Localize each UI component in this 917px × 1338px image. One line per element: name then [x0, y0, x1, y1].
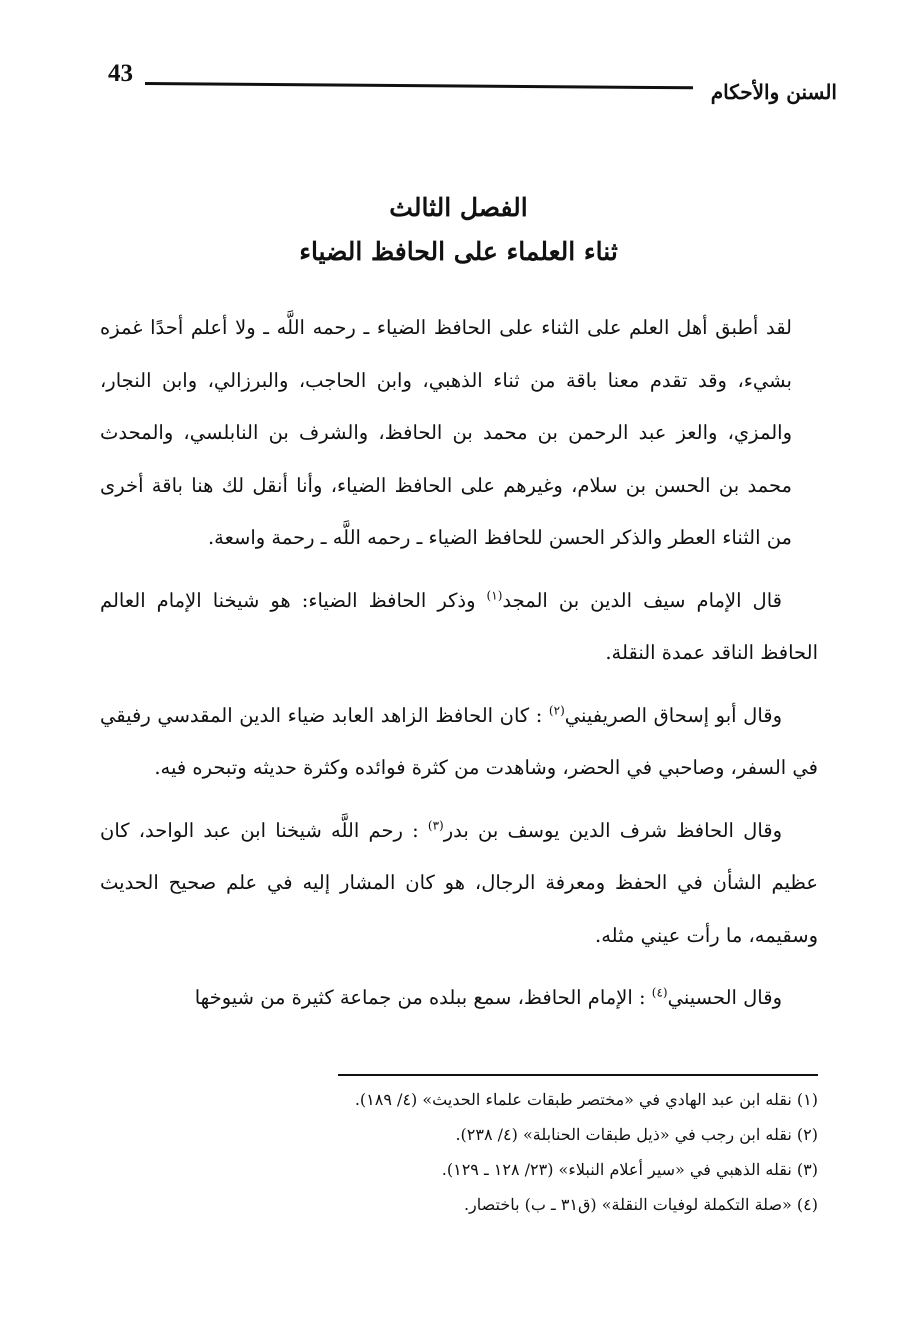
paragraph [100, 302, 818, 565]
footnote-reference: (١) [486, 588, 503, 602]
chapter-title: ثناء العلماء على الحافظ الضياء [299, 237, 618, 266]
paragraph-text: وقال الحسيني [667, 986, 782, 1009]
chapter-label: الفصل الثالث [389, 193, 528, 222]
paragraph-text: : رحم اللَّه شيخنا ابن عبد الواحد، كان عظيم الشأن في الحفظ ومعرفة الرجال، هو كان المشار إليه في علم صحيح الحديث وسقيمه، ما رأت عيني مثله. [100, 818, 818, 947]
footnote-reference: (٤) [651, 985, 668, 1000]
paragraph [100, 805, 818, 963]
paragraph-text: وذكر الحافظ الضياء: هو شيخنا الإمام العالم الحافظ الناقد عمدة النقلة. [100, 588, 818, 664]
paragraph-text: لقد أطبق أهل العلم على الثناء على الحافظ الضياء ـ رحمه اللَّه ـ ولا أعلم أحدًا غمزه بشيء، وقد تقدم معنا باقة من ثناء الذهبي، وابن الحاجب، والبرزالي، وابن النجار، والمزي، والعز عبد الرحمن بن محمد بن الحافظ، والشرف بن النابلسي، والمحدث محمد بن الحسن بن سلام، وغيرهم على الحافظ الضياء، وأنا أنقل لك هنا باقة أخرى من الثناء العطر والذكر الحسن للحافظ الضياء ـ رحمه اللَّه ـ رحمة واسعة. [100, 316, 792, 549]
body-text [100, 302, 818, 1035]
paragraph [100, 575, 818, 680]
footnotes [200, 1082, 818, 1222]
footnote: (٤) «صلة التكملة لوفيات النقلة» (ق٣١ ـ ب) باختصار. [463, 1195, 818, 1214]
paragraph-text: : كان الحافظ الزاهد العابد ضياء الدين المقدسي رفيقي في السفر، وصاحبي في الحضر، وشاهدت من كثرة فوائده وكثرة حديثه وتبحره فيه. [100, 703, 818, 779]
footnote: (٢) نقله ابن رجب في «ذيل طبقات الحنابلة» (٤/ ٢٣٨). [455, 1125, 818, 1144]
paragraph [100, 690, 818, 795]
footnote-reference: (٣) [427, 818, 444, 832]
footnote: (٣) نقله الذهبي في «سير أعلام النبلاء» (٢٣/ ١٢٨ ـ ١٢٩). [441, 1160, 818, 1179]
footnote-separator [338, 1074, 818, 1076]
paragraph-text: قال الإمام سيف الدين بن المجد [502, 588, 782, 612]
paragraph-text: وقال الحافظ شرف الدين يوسف بن بدر [443, 818, 783, 842]
paragraph-text: : الإمام الحافظ، سمع ببلده من جماعة كثيرة من شيوخها [194, 986, 652, 1009]
paragraph-text: وقال أبو إسحاق الصريفيني [564, 703, 782, 727]
footnote: (١) نقله ابن عبد الهادي في «مختصر طبقات علماء الحديث» (٤/ ١٨٩). [354, 1090, 818, 1109]
header-rule [145, 82, 693, 89]
book-title: السنن والأحكام [710, 80, 837, 104]
page-number: 43 [108, 60, 133, 87]
footnote-reference: (٢) [548, 703, 565, 717]
running-header [100, 58, 845, 108]
paragraph [100, 972, 818, 1025]
